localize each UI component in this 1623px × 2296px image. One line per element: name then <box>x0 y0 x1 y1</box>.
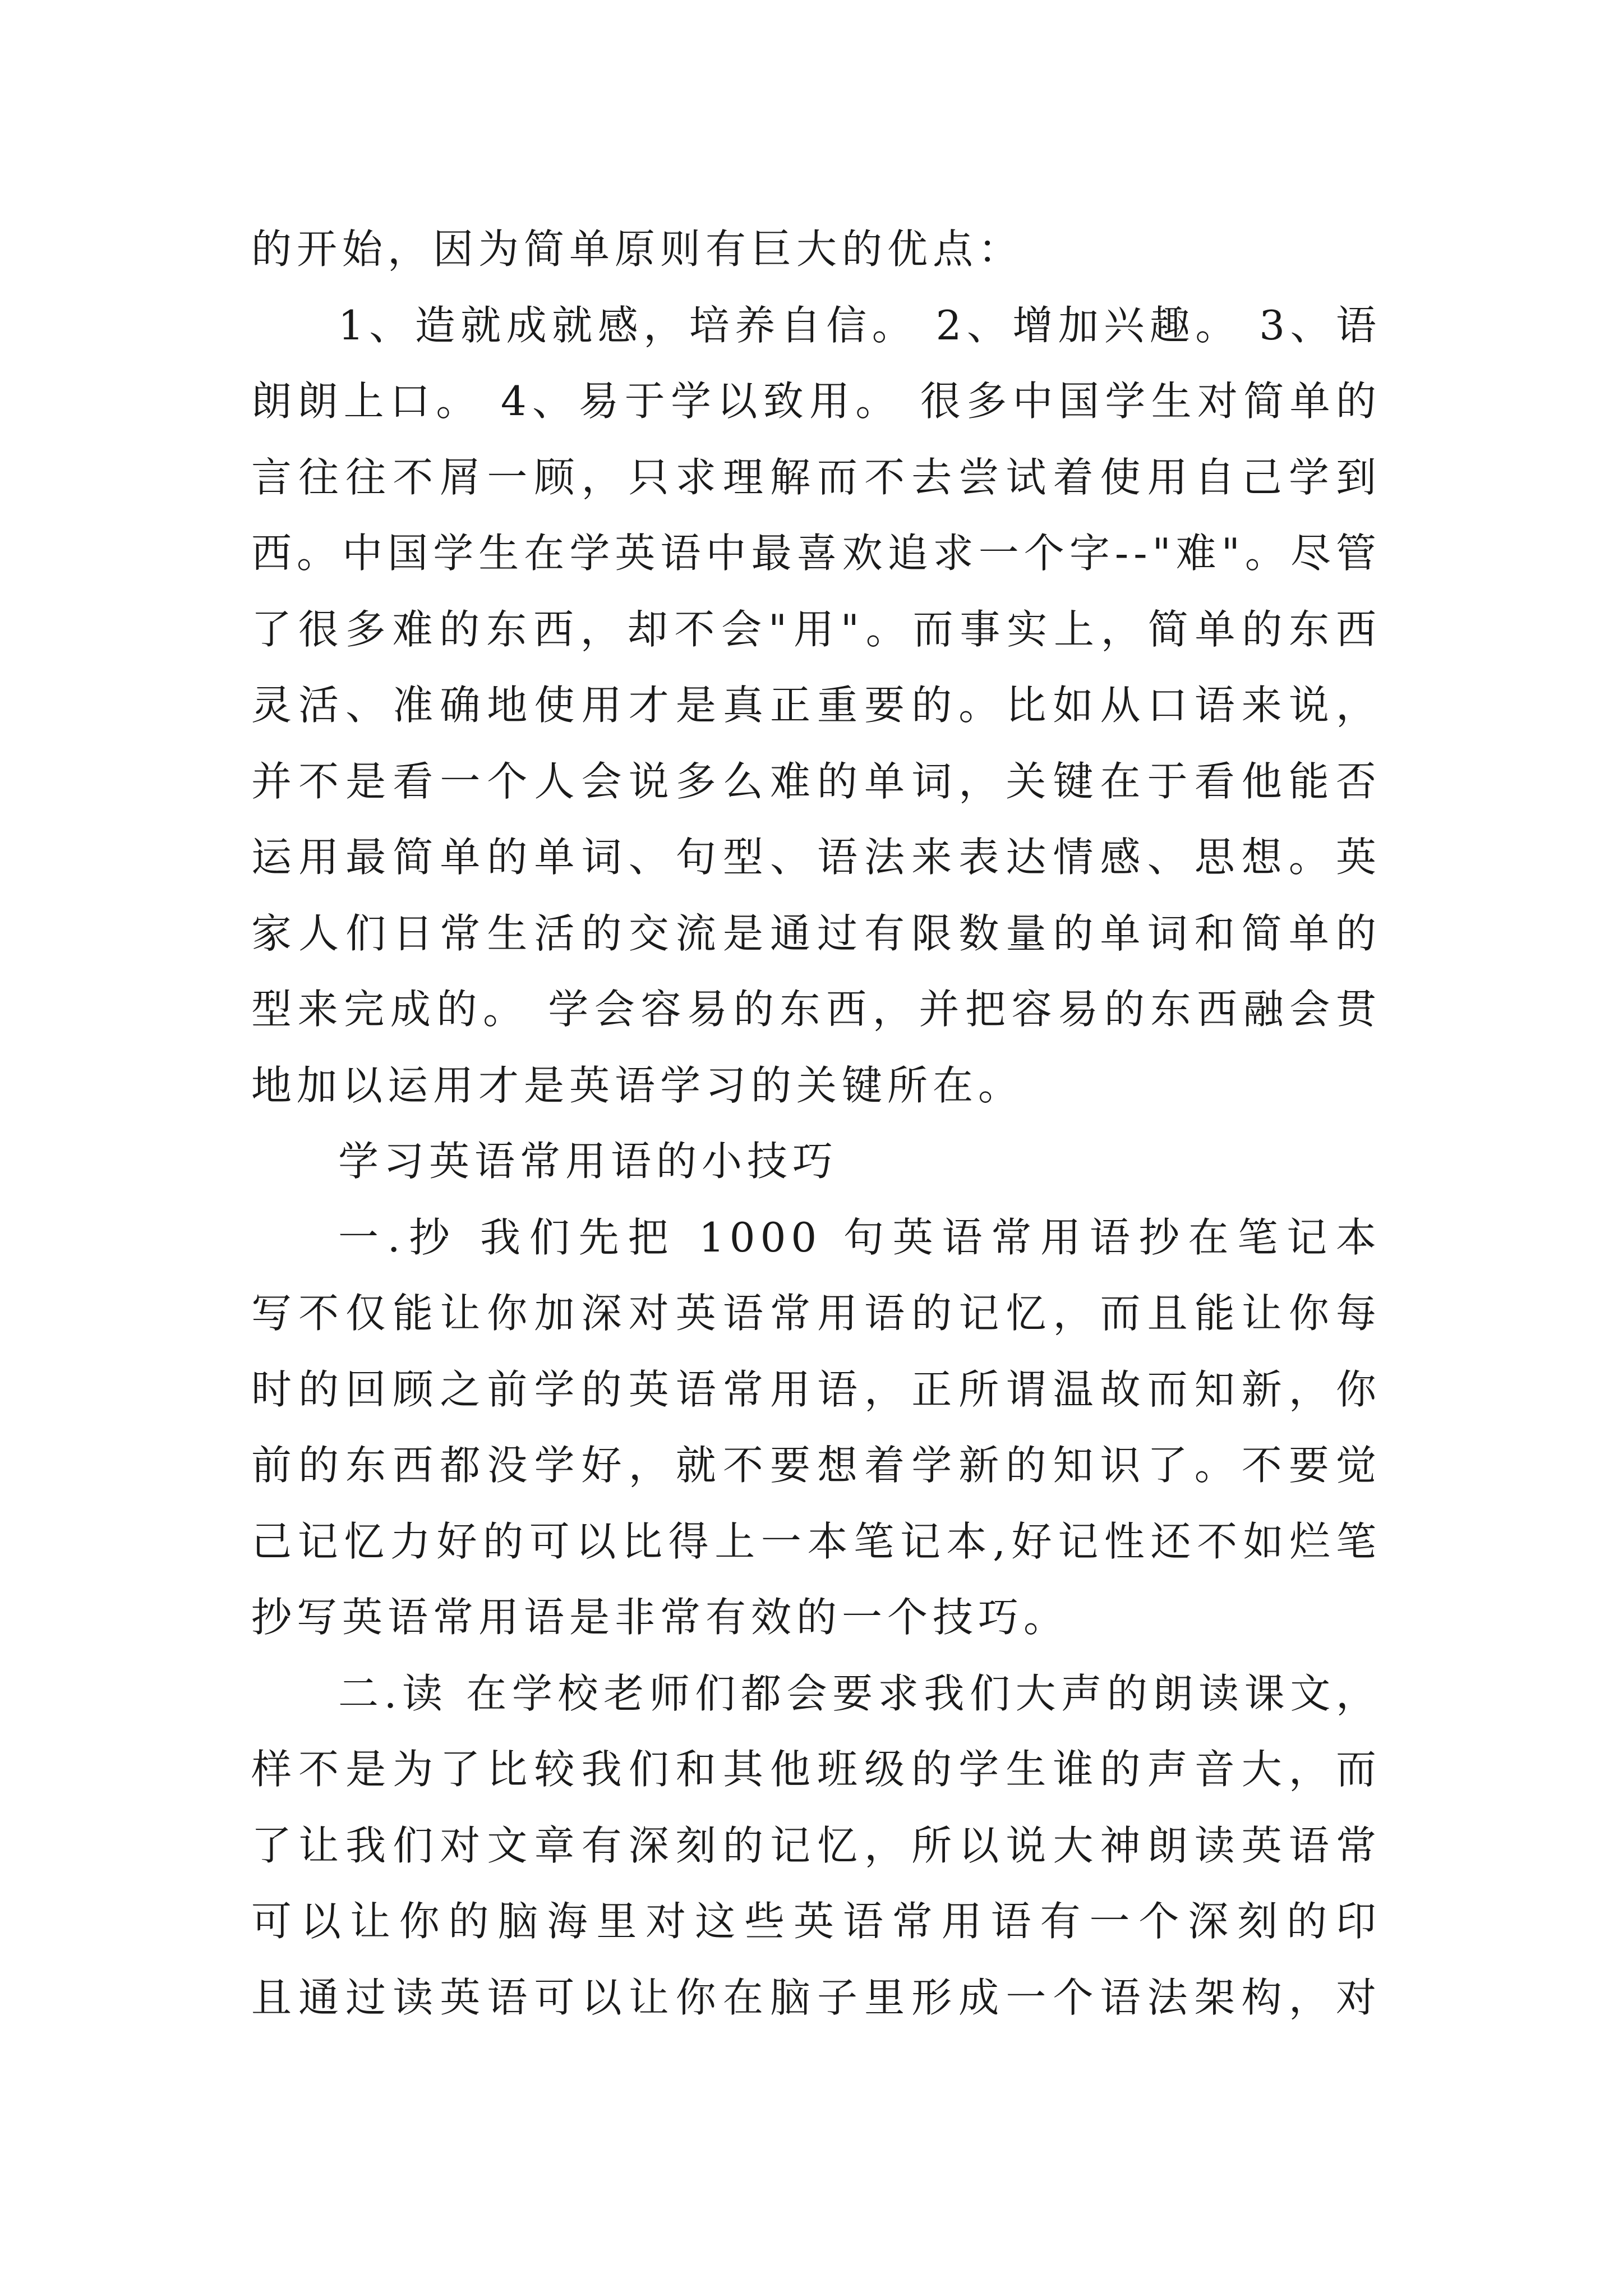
text-line: 可以让你的脑海里对这些英语常用语有一个深刻的印 <box>251 1898 1381 1945</box>
text-line: 抄写英语常用语是非常有效的一个技巧。 <box>251 1594 1069 1641</box>
text-line: 且通过读英语可以让你在脑子里形成一个语法架构，对 <box>251 1973 1381 2021</box>
text-line: 了让我们对文章有深刻的记忆，所以说大神朗读英语常 <box>251 1821 1381 1869</box>
text-line: 己记忆力好的可以比得上一本笔记本,好记性还不如烂笔 <box>251 1517 1381 1565</box>
text-line: 朗朗上口。 4、易于学以致用。 很多中国学生对简单的 <box>251 378 1381 425</box>
section-heading: 学习英语常用语的小技巧 <box>338 1138 838 1185</box>
text-line: 运用最简单的单词、句型、语法来表达情感、思想。英 <box>251 834 1381 881</box>
text-line: 家人们日常生活的交流是通过有限数量的单词和简单的 <box>251 909 1381 957</box>
text-line: 前的东西都没学好，就不要想着学新的知识了。不要觉 <box>251 1442 1381 1489</box>
text-line: 样不是为了比较我们和其他班级的学生谁的声音大，而 <box>251 1746 1381 1793</box>
text-line: 写不仅能让你加深对英语常用语的记忆，而且能让你每 <box>251 1290 1381 1337</box>
text-line: 二.读 在学校老师们都会要求我们大声的朗读课文， <box>338 1669 1381 1717</box>
body-text <box>251 211 1381 2036</box>
text-line: 言往往不屑一顾，只求理解而不去尝试着使用自己学到 <box>251 453 1381 501</box>
text-line: 西。中国学生在学英语中最喜欢追求一个字--"难"。尽管 <box>251 530 1381 577</box>
text-line: 1、造就成就感，培养自信。 2、增加兴趣。 3、语 <box>338 301 1381 349</box>
text-line: 时的回顾之前学的英语常用语，正所谓温故而知新，你 <box>251 1365 1381 1413</box>
text-line: 地加以运用才是英语学习的关键所在。 <box>251 1061 1024 1109</box>
text-line: 并不是看一个人会说多么难的单词，关键在于看他能否 <box>251 757 1381 805</box>
text-line: 了很多难的东西，却不会"用"。而事实上，简单的东西 <box>251 605 1381 653</box>
text-line: 一.抄 我们先把 1000 句英语常用语抄在笔记本 <box>338 1213 1381 1261</box>
text-line: 灵活、准确地使用才是真正重要的。比如从口语来说， <box>251 682 1381 729</box>
text-line: 型来完成的。 学会容易的东西，并把容易的东西融会贯 <box>251 986 1381 1033</box>
text-line: 的开始，因为简单原则有巨大的优点： <box>251 226 1024 273</box>
